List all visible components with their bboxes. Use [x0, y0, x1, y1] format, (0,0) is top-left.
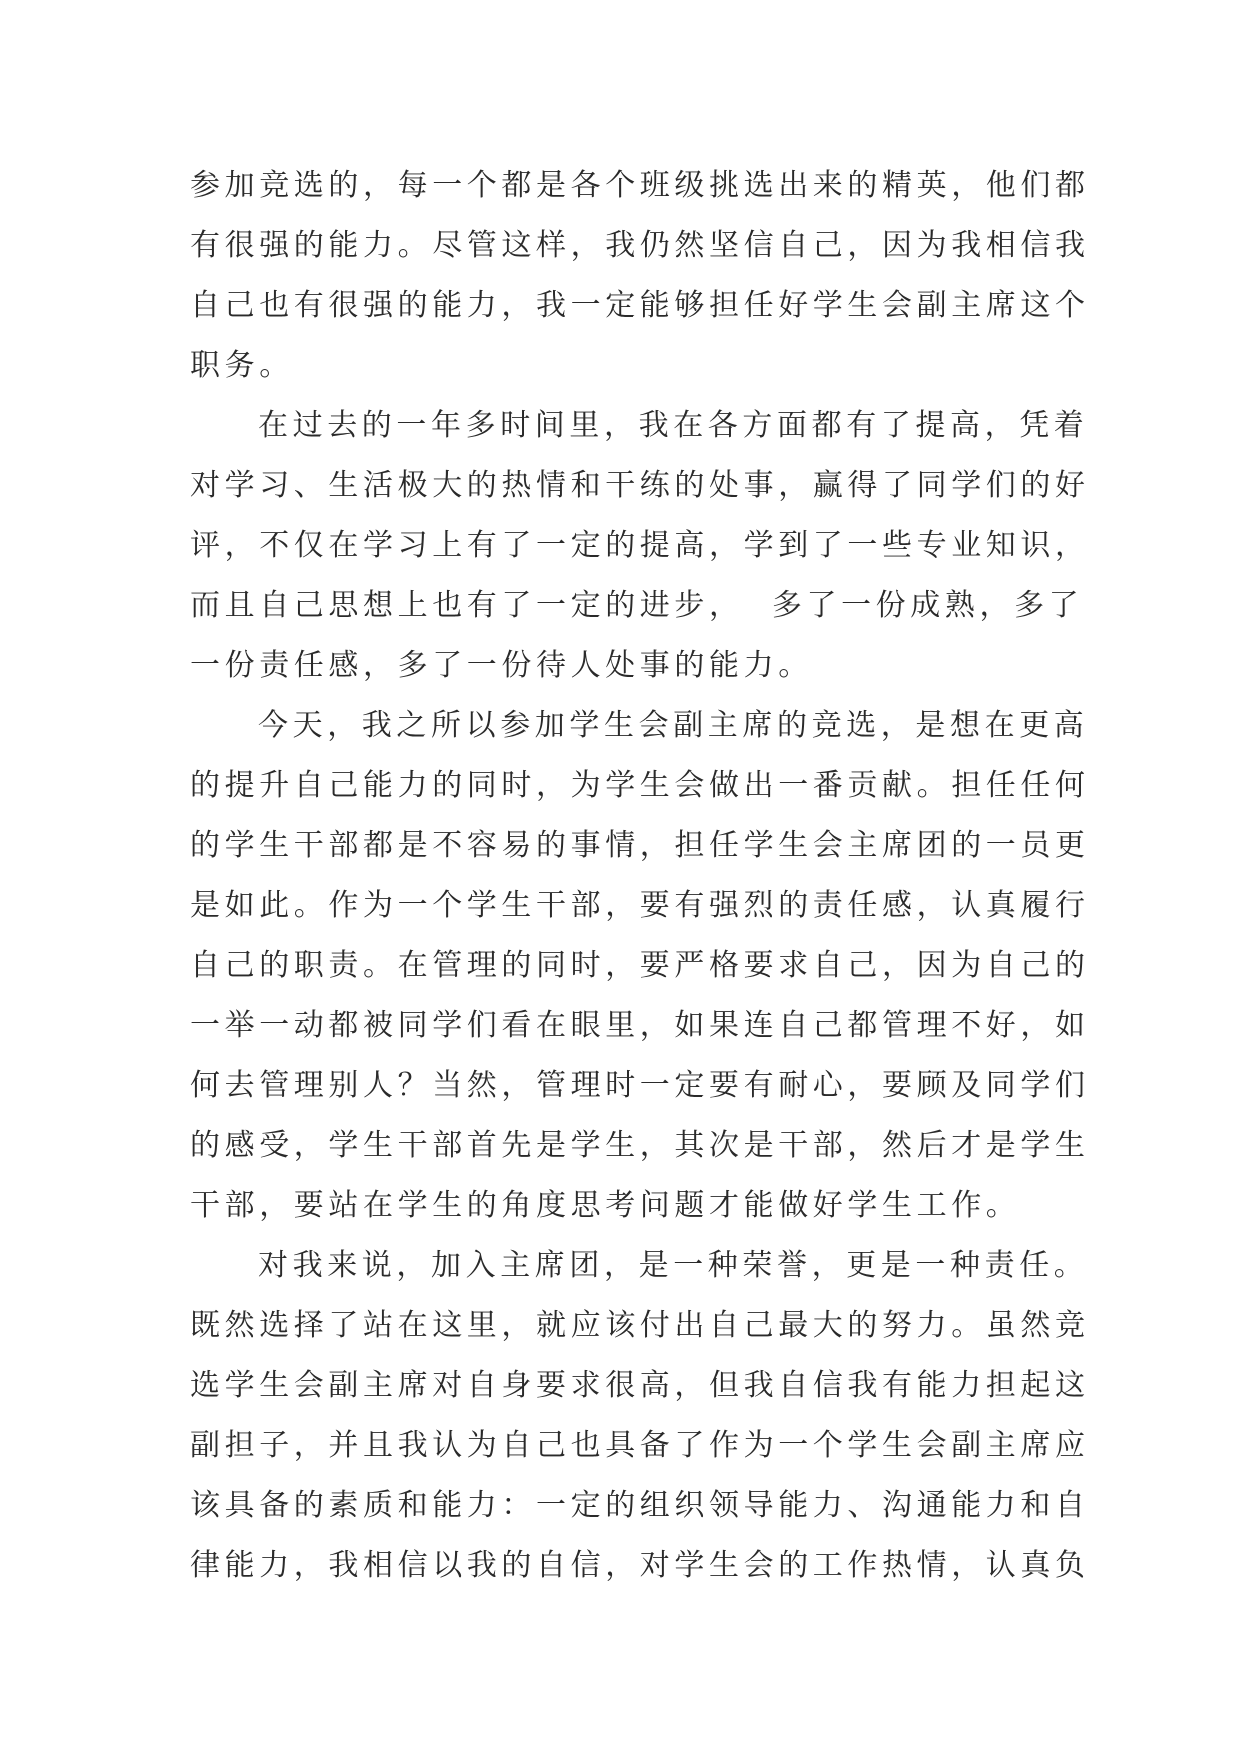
text-line: 副担子，并且我认为自己也具备了作为一个学生会副主席应	[190, 1428, 1090, 1463]
text-line: 既然选择了站在这里，就应该付出自己最大的努力。虽然竞	[190, 1308, 1090, 1343]
text-line: 选学生会副主席对自身要求很高，但我自信我有能力担起这	[190, 1368, 1090, 1403]
text-line: 有很强的能力。尽管这样，我仍然坚信自己，因为我相信我	[190, 228, 1090, 263]
paragraph-first-line: 在过去的一年多时间里，我在各方面都有了提高，凭着	[258, 408, 1089, 443]
text-line: 的感受，学生干部首先是学生，其次是干部，然后才是学生	[190, 1128, 1090, 1163]
text-line: 的学生干部都是不容易的事情，担任学生会主席团的一员更	[190, 828, 1090, 863]
text-line: 职务。	[190, 348, 294, 383]
text-line: 的提升自己能力的同时，为学生会做出一番贡献。担任任何	[190, 768, 1090, 803]
paragraph-first-line: 对我来说，加入主席团，是一种荣誉，更是一种责任。	[258, 1248, 1089, 1283]
body-text	[190, 156, 1090, 1596]
text-line: 自己也有很强的能力，我一定能够担任好学生会副主席这个	[190, 288, 1090, 323]
text-line: 对学习、生活极大的热情和干练的处事，赢得了同学们的好	[190, 468, 1090, 503]
text-line: 而且自己思想上也有了一定的进步， 多了一份成熟，多了	[190, 588, 1084, 623]
text-line: 一举一动都被同学们看在眼里，如果连自己都管理不好，如	[190, 1008, 1090, 1043]
text-line: 一份责任感，多了一份待人处事的能力。	[190, 648, 813, 683]
text-line: 参加竞选的，每一个都是各个班级挑选出来的精英，他们都	[190, 168, 1090, 203]
text-line: 是如此。作为一个学生干部，要有强烈的责任感，认真履行	[190, 888, 1090, 923]
text-line: 干部，要站在学生的角度思考问题才能做好学生工作。	[190, 1188, 1021, 1223]
text-line: 评，不仅在学习上有了一定的提高，学到了一些专业知识，	[190, 528, 1090, 563]
paragraph-first-line: 今天，我之所以参加学生会副主席的竞选，是想在更高	[258, 708, 1089, 743]
text-line: 该具备的素质和能力：一定的组织领导能力、沟通能力和自	[190, 1488, 1090, 1523]
text-line: 律能力，我相信以我的自信，对学生会的工作热情，认真负	[190, 1548, 1090, 1583]
text-line: 何去管理别人？当然，管理时一定要有耐心，要顾及同学们	[190, 1068, 1090, 1103]
text-line: 自己的职责。在管理的同时，要严格要求自己，因为自己的	[190, 948, 1090, 983]
